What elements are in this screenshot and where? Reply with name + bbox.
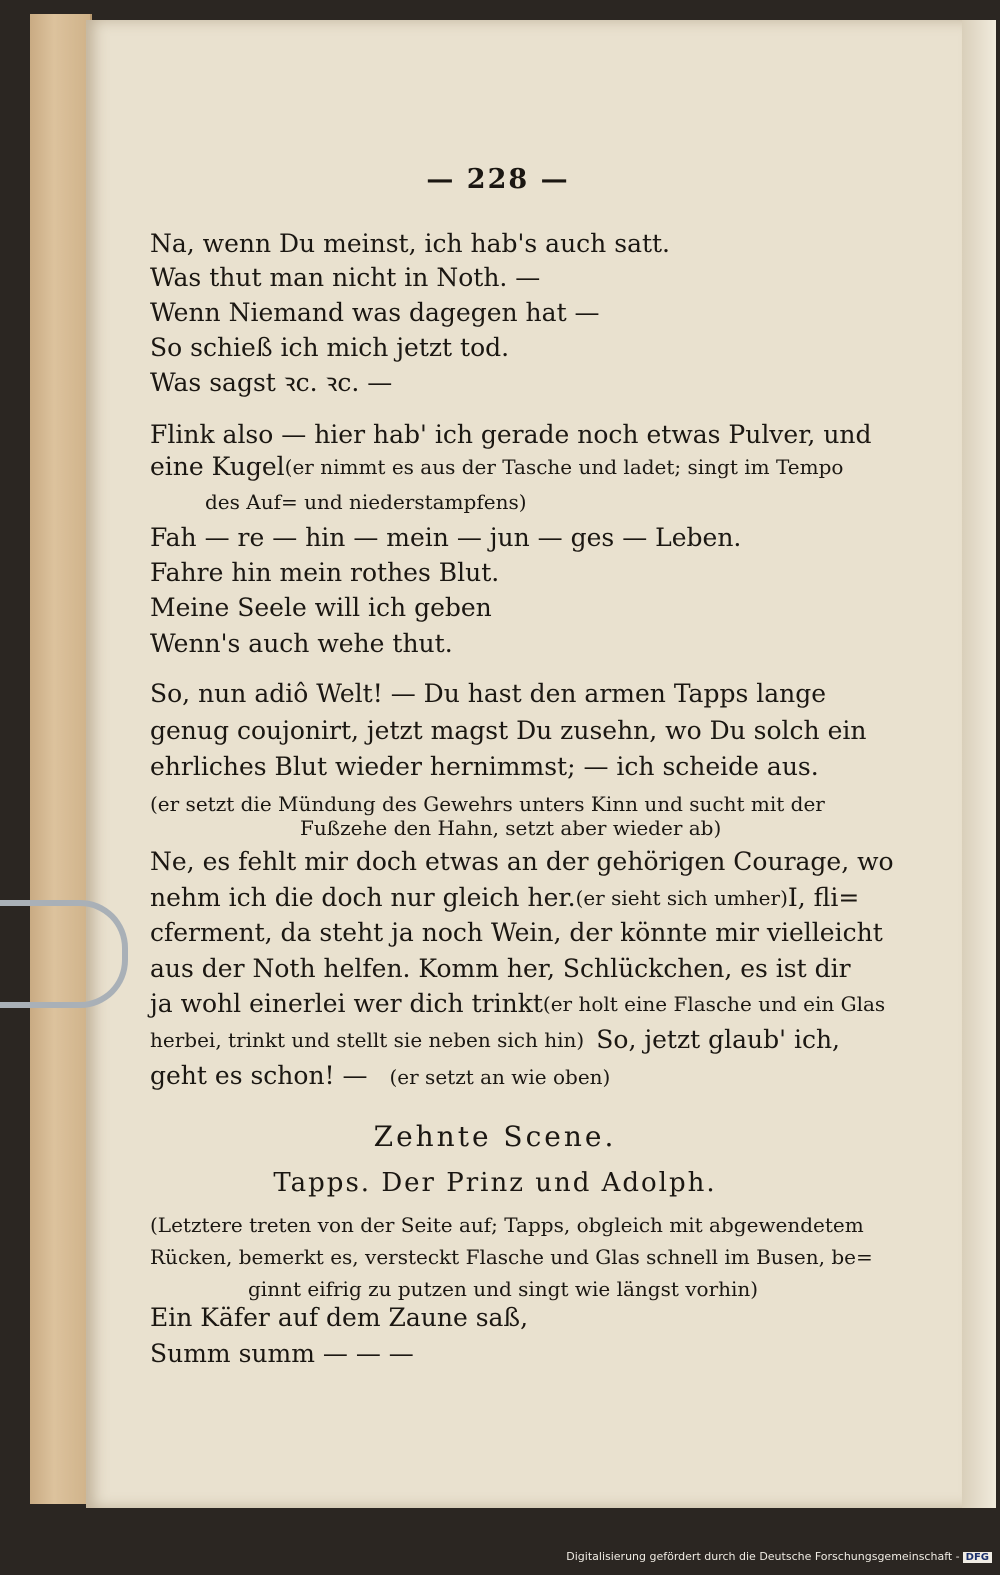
character-list: Tapps. Der Prinz und Adolph. [273, 1168, 717, 1198]
stage-direction: (Letztere treten von der Seite auf; Tapps, obgleich mit abgewendetem [150, 1213, 864, 1237]
stage-direction: (er setzt die Mündung des Gewehrs unters Kinn und sucht mit der [150, 792, 825, 816]
song-line: Meine Seele will ich geben [150, 593, 492, 622]
text-line: Ne, es fehlt mir doch etwas an der gehörigen Courage, wo [150, 847, 894, 876]
text-line: cferment, da steht ja noch Wein, der könnte mir vielleicht [150, 918, 883, 947]
song-line: Fahre hin mein rothes Blut. [150, 558, 500, 587]
stage-direction: Fußzehe den Hahn, setzt aber wieder ab) [300, 816, 722, 840]
dialogue-text: ja wohl einerlei wer dich trinkt [150, 989, 543, 1018]
song-line: Summ summ — — — [150, 1339, 414, 1368]
text-line [150, 883, 860, 913]
credit-text: Digitalisierung gefördert durch die Deutsche Forschungsgemeinschaft - [566, 1550, 960, 1563]
scene-title: Zehnte Scene. [373, 1120, 617, 1153]
stage-direction: (er sieht sich umher) [575, 886, 788, 910]
text-line: ehrliches Blut wieder hernimmst; — ich scheide aus. [150, 752, 819, 781]
text-line [150, 1061, 610, 1092]
page-number: — 228 — [426, 164, 570, 195]
text-line [150, 989, 886, 1019]
dialogue-text: I, fli= [787, 883, 860, 912]
stage-direction: Rücken, bemerkt es, versteckt Flasche und Glas schnell im Busen, be= [150, 1245, 873, 1269]
digitization-credit [566, 1550, 992, 1563]
dialogue-text: nehm ich die doch nur gleich her. [150, 883, 576, 912]
dialogue-text: geht es schon! — [150, 1061, 368, 1090]
stage-direction: ginnt eifrig zu putzen und singt wie längst vorhin) [248, 1277, 759, 1301]
text-line: aus der Noth helfen. Komm her, Schlückchen, es ist dir [150, 954, 851, 983]
text-line: Wenn Niemand was dagegen hat — [150, 298, 600, 327]
song-line: Ein Käfer auf dem Zaune saß, [150, 1303, 529, 1332]
stage-direction: herbei, trinkt und stellt sie neben sich hin) [150, 1028, 585, 1052]
text-line [150, 452, 844, 482]
song-line: Fah — re — hin — mein — jun — ges — Leben. [150, 523, 742, 552]
book-spine [30, 14, 92, 1504]
stage-direction: des Auf= und niederstampfens) [205, 490, 527, 514]
stage-direction: (er setzt an wie oben) [389, 1065, 611, 1089]
text-line: genug coujonirt, jetzt magst Du zusehn, wo Du solch ein [150, 716, 867, 745]
paper-clip [0, 900, 128, 1008]
text-line: Was sagst ꝛc. ꝛc. — [150, 368, 393, 397]
text-line: So schieß ich mich jetzt tod. [150, 333, 510, 362]
dialogue-text: So, jetzt glaub' ich, [596, 1025, 840, 1054]
song-line: Wenn's auch wehe thut. [150, 629, 453, 658]
text-line: So, nun adiô Welt! — Du hast den armen Tapps lange [150, 679, 827, 708]
text-line: Was thut man nicht in Noth. — [150, 263, 541, 292]
text-line [150, 1025, 840, 1055]
stage-direction: (er holt eine Flasche und ein Glas [542, 992, 886, 1016]
stage-direction: (er nimmt es aus der Tasche und ladet; singt im Tempo [284, 455, 844, 479]
text-line: Flink also — hier hab' ich gerade noch etwas Pulver, und [150, 420, 872, 449]
dfg-logo: DFG [963, 1552, 992, 1563]
text-line: Na, wenn Du meinst, ich hab's auch satt. [150, 229, 671, 258]
page-edge [962, 20, 996, 1508]
dialogue-text: eine Kugel [150, 452, 285, 481]
